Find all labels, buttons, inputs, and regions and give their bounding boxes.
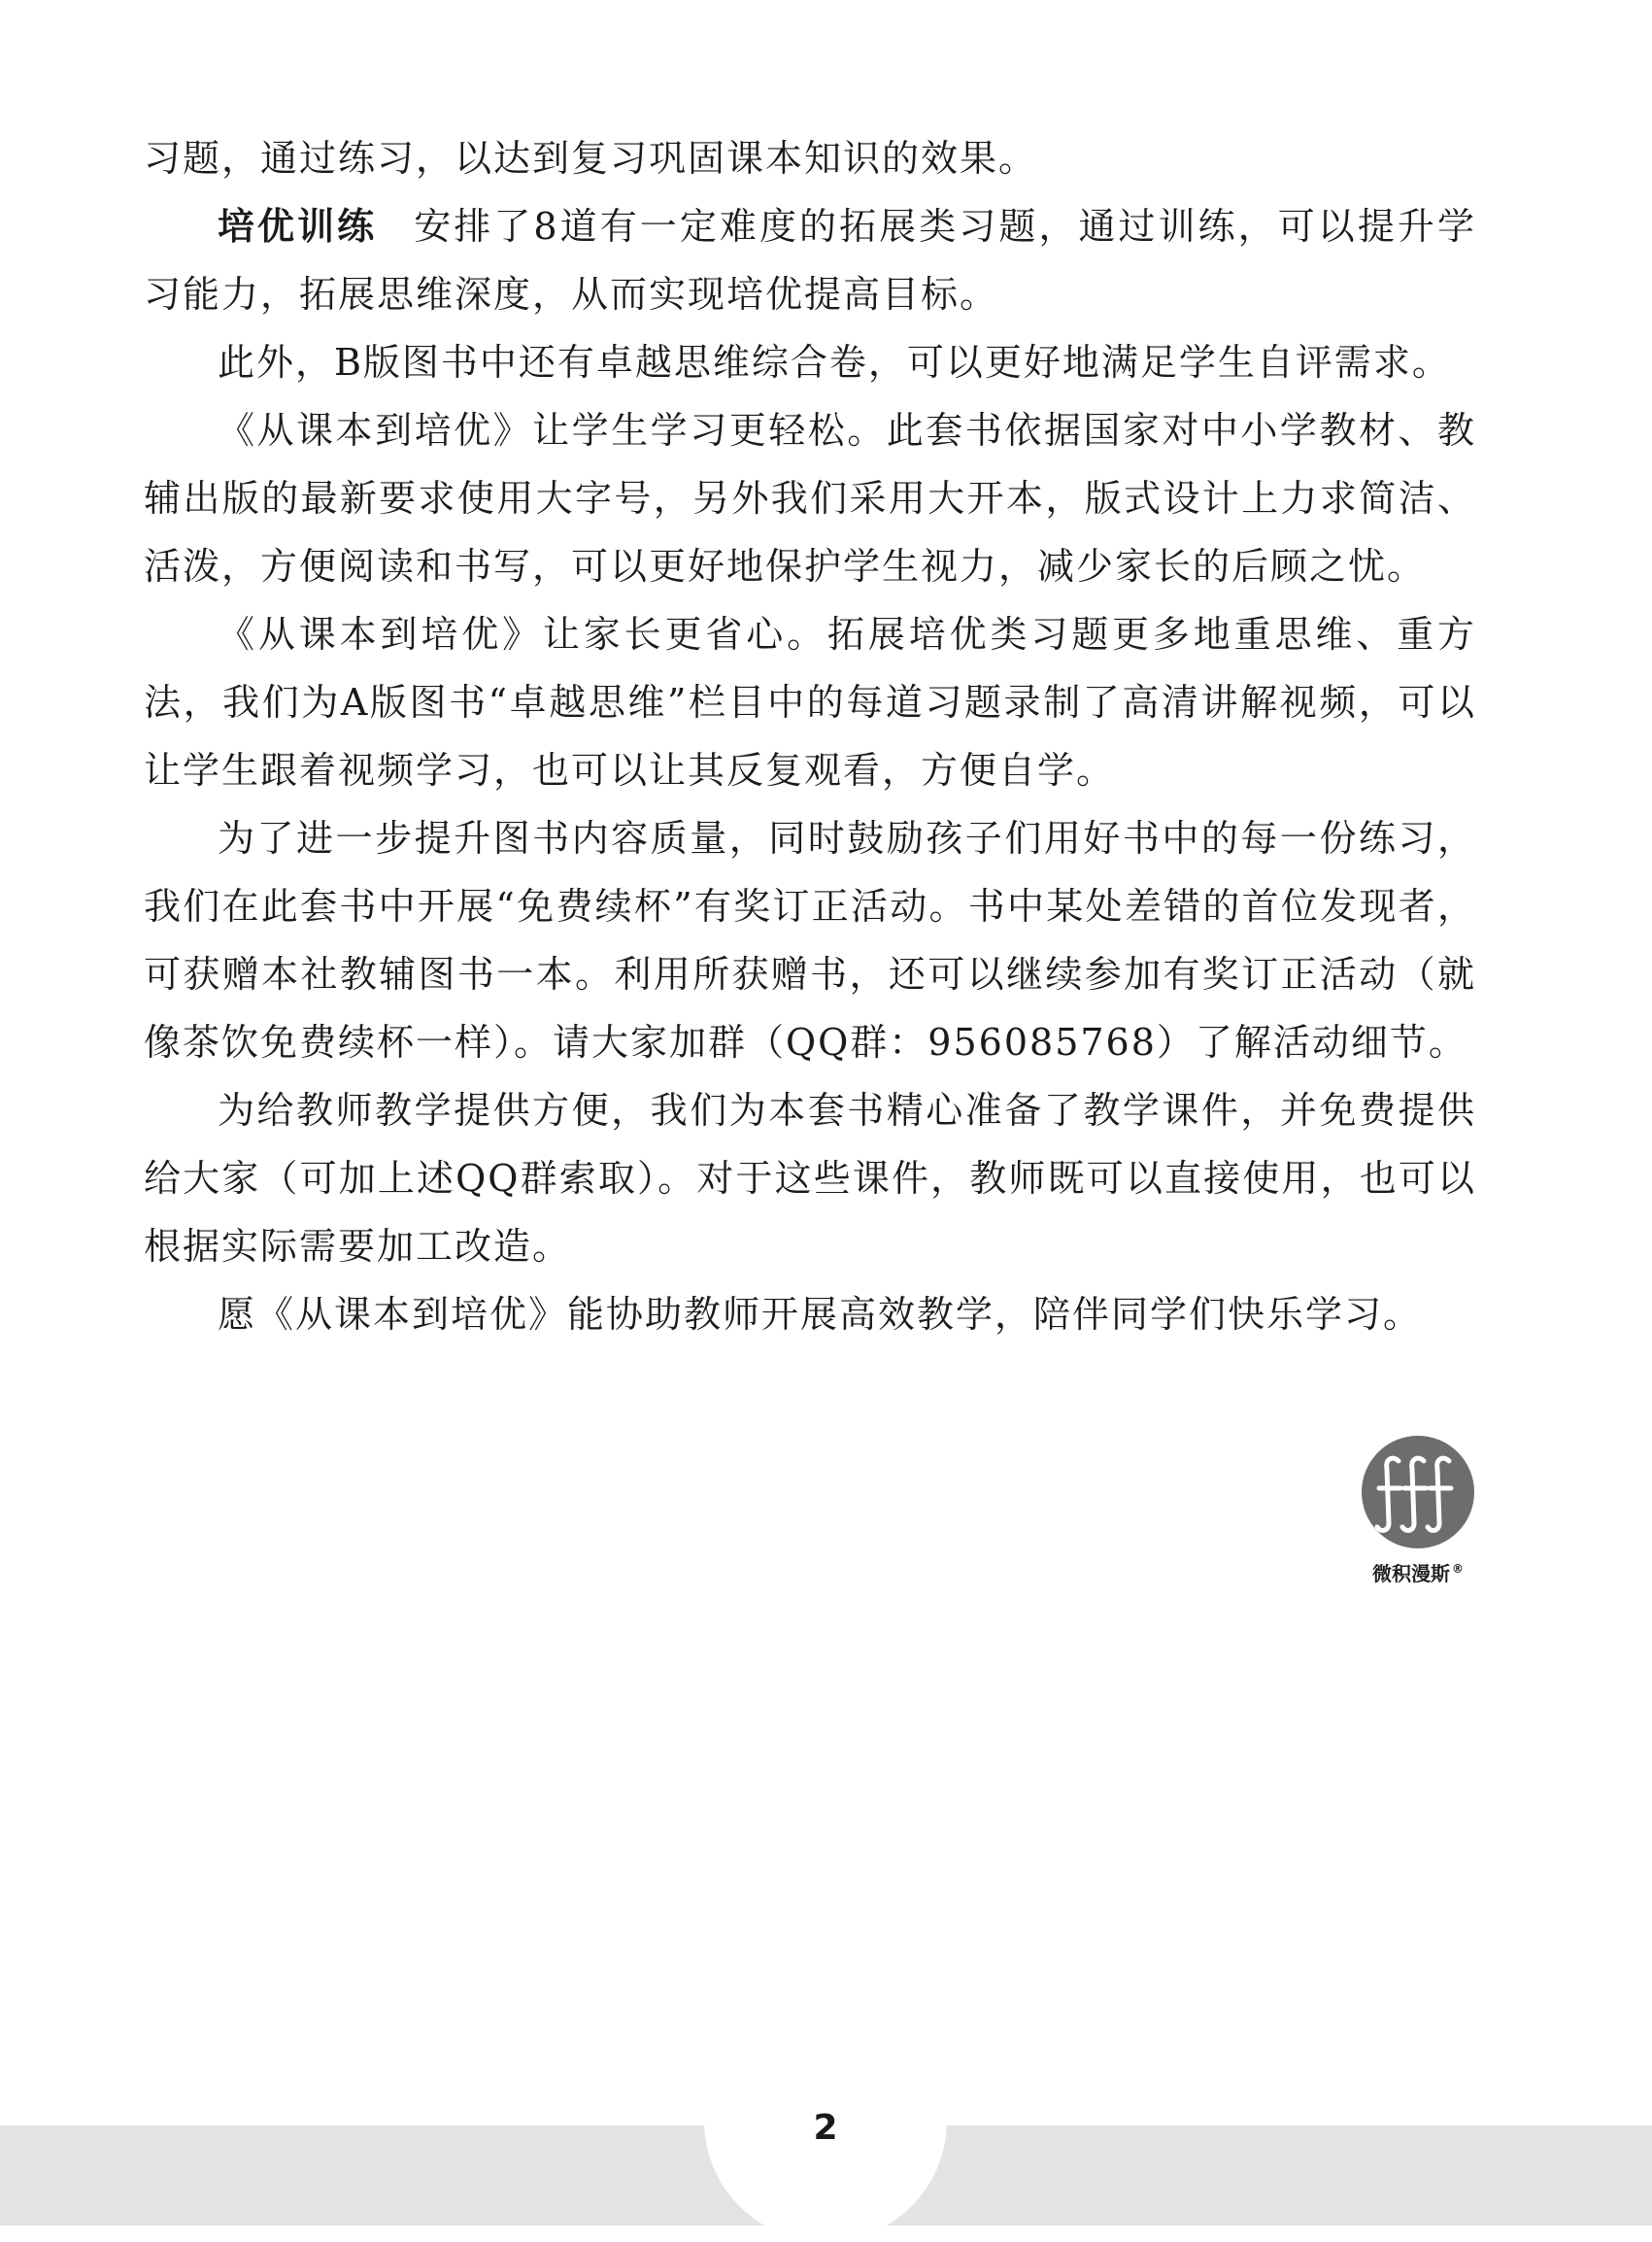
paragraph-5 — [144, 804, 1476, 1076]
paragraph-7-text: 愿《从课本到培优》能协助教师开展高效教学，陪伴同学们快乐学习。 — [218, 1293, 1423, 1336]
publisher-logo — [1355, 1434, 1481, 1586]
paragraph-2-text: 此外，B版图书中还有卓越思维综合卷，可以更好地满足学生自评需求。 — [218, 341, 1451, 384]
paragraph-7 — [144, 1280, 1476, 1348]
paragraph-3-text: 《从课本到培优》让学生学习更轻松。此套书依据国家对中小学教材、教辅出版的最新要求使用大字号，另外我们采用大开本，版式设计上力求简洁、活泼，方便阅读和书写，可以更好地保护学生视力，减少家长的后顾之忧。 — [144, 409, 1476, 588]
paragraph-0-text: 习题，通过练习，以达到复习巩固课本知识的效果。 — [144, 137, 1038, 180]
paragraph-6-text: 为给教师教学提供方便，我们为本套书精心准备了教学课件，并免费提供给大家（可加上述QQ群索取）。对于这些课件，教师既可以直接使用，也可以根据实际需要加工改造。 — [144, 1089, 1476, 1268]
section-label: 培优训练 — [218, 205, 378, 248]
registered-mark: ® — [1452, 1562, 1464, 1577]
fff-monogram-icon — [1360, 1434, 1476, 1550]
paragraph-2 — [144, 328, 1476, 396]
paragraph-1-text: 安排了8道有一定难度的拓展类习题，通过训练，可以提升学习能力，拓展思维深度，从而实现培优提高目标。 — [144, 205, 1476, 316]
paragraph-1 — [144, 192, 1476, 328]
page-number: 2 — [813, 2108, 838, 2148]
paragraph-5-text: 为了进一步提升图书内容质量，同时鼓励孩子们用好书中的每一份练习，我们在此套书中开展“免费续杯”有奖订正活动。书中某处差错的首位发现者，可获赠本社教辅图书一本。利用所获赠书，还可以继续参加有奖订正活动（就像茶饮免费续杯一样）。请大家加群（QQ群：956085768）了解活动细节。 — [144, 817, 1476, 1064]
paragraph-0 — [144, 124, 1476, 192]
logo-name-text: 微积漫斯 — [1372, 1562, 1450, 1585]
logo-name — [1355, 1558, 1481, 1586]
paragraph-4 — [144, 600, 1476, 804]
paragraph-6 — [144, 1076, 1476, 1280]
body-text — [144, 124, 1476, 1348]
paragraph-3 — [144, 396, 1476, 600]
paragraph-4-text: 《从课本到培优》让家长更省心。拓展培优类习题更多地重思维、重方法，我们为A版图书“卓越思维”栏目中的每道习题录制了高清讲解视频，可以让学生跟着视频学习，也可以让其反复观看，方便自学。 — [144, 613, 1476, 792]
